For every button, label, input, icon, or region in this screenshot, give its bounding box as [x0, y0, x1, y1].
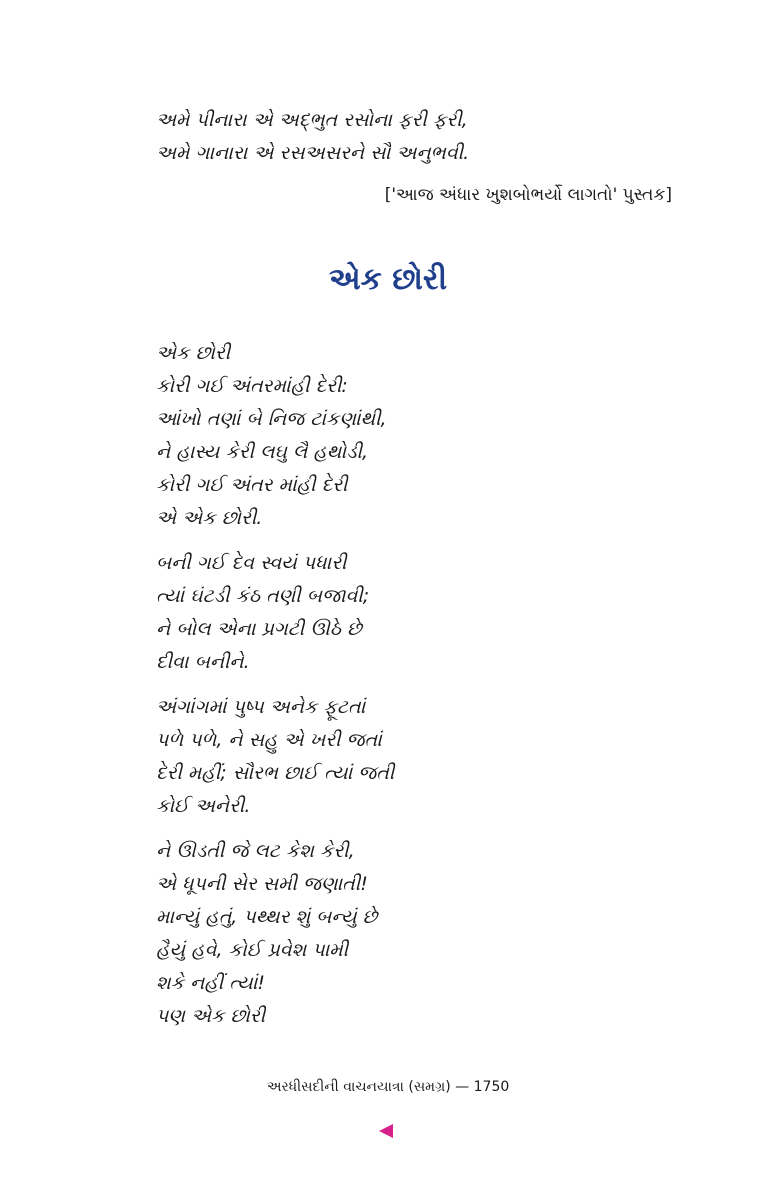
poem-line: માન્યું હતું, પથ્થર શું બન્યું છે: [156, 906, 378, 928]
poem-line: ને હાસ્ય કેરી લઘુ લૈ હથોડી,: [156, 441, 369, 463]
poem-line: ને બોલ એના પ્રગટી ઊઠે છે: [156, 618, 362, 640]
stanza: [156, 547, 676, 679]
poem-line: બની ગઈ દેવ સ્વયં પધારી: [156, 552, 347, 574]
poem-line: એ એક છોરી.: [156, 507, 263, 529]
poem-line: એક છોરી: [156, 342, 231, 364]
poem-line: ને ઊડતી જે લટ કેશ કેરી,: [156, 840, 355, 862]
poem-line: પળે પળે, ને સહુ એ ખરી જતાં: [156, 729, 382, 751]
poem-line: શકે નહીં ત્યાં!: [156, 972, 266, 994]
poem-line: પણ એક છોરી: [156, 1005, 266, 1027]
intro-verse: [156, 104, 676, 170]
poem-line: દીવા બનીને.: [156, 651, 250, 673]
intro-line: અમે ગાનારા એ રસઅસરને સૌ અનુભવી.: [156, 142, 470, 164]
poem-body: [156, 337, 676, 1045]
triangle-left-icon[interactable]: [379, 1124, 393, 1138]
poem-title: એક છોરી: [328, 262, 448, 297]
stanza: [156, 337, 676, 535]
stanza: [156, 691, 676, 823]
poem-line: આંખો તણાં બે નિજ ટાંકણાંથી,: [156, 408, 387, 430]
poem-line: એ ધૂપની સેર સમી જણાતી!: [156, 873, 368, 895]
poem-line: અંગાંગમાં પુષ્પ અનેક ફૂટતાં: [156, 696, 366, 718]
intro-line: અમે પીનારા એ અદ્‌ભુત રસોના ફરી ફરી,: [156, 109, 468, 131]
poem-line: ત્યાં ઘંટડી કંઠ તણી બજાવી;: [156, 585, 370, 607]
poem-line: કોરી ગઈ અંતર માંહી દેરી: [156, 474, 348, 496]
poem-line: કોઈ અનેરી.: [156, 795, 251, 817]
poem-line: હૈયું હવે, કોઈ પ્રવેશ પામી: [156, 939, 349, 961]
page-footer: અરધીસદીની વાચનયાત્રા (સમગ્ર) — 1750: [266, 1079, 510, 1095]
source-citation: ['આજ અંધાર ખુશબોભર્યો લાગતો' પુસ્તક]: [384, 185, 672, 205]
poem-line: દેરી મહીં; સૌરભ છાઈ ત્યાં જતી: [156, 762, 395, 784]
poem-line: કોરી ગઈ અંતરમાંહી દેરી:: [156, 375, 348, 397]
stanza: [156, 835, 676, 1033]
